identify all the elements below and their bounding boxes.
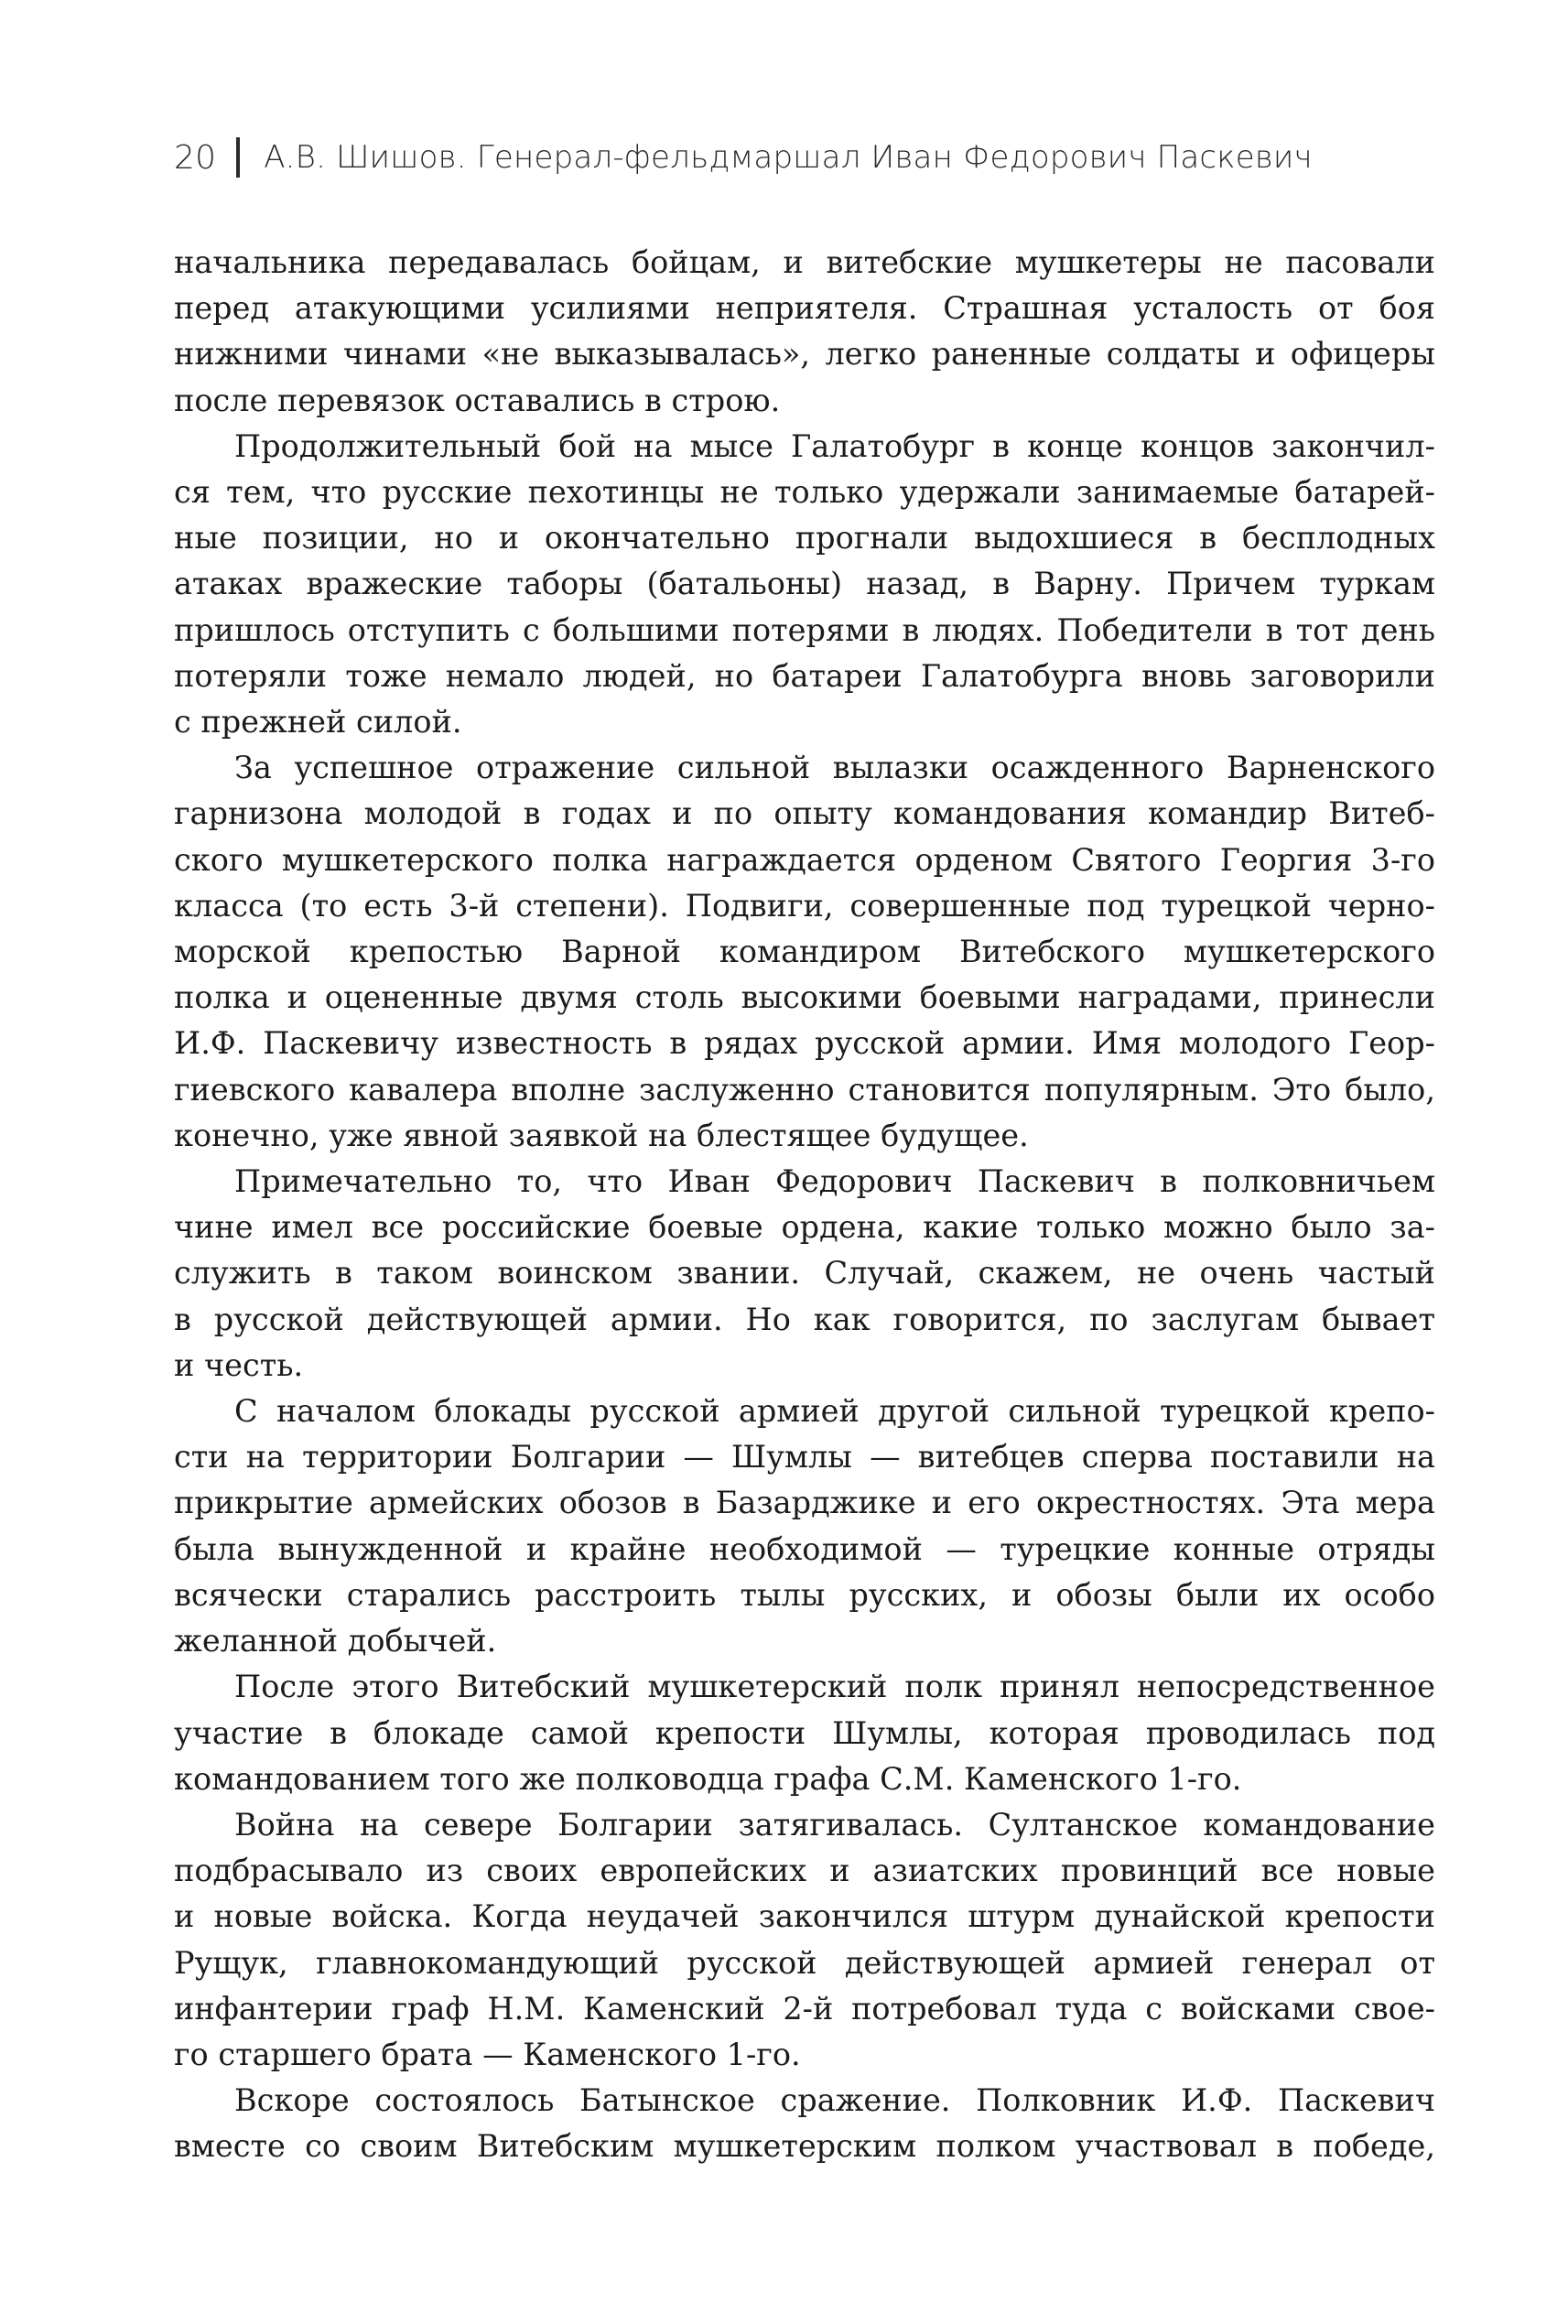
text-line: гарнизона молодой в годах и по опыту командования командир Витеб-	[174, 795, 1435, 832]
text-line: вместе со своим Витебским мушкетерским полком участвовал в победе,	[174, 2128, 1435, 2165]
text-line: ского мушкетерского полка награждается орденом Святого Георгия 3-го	[174, 841, 1435, 878]
paragraph	[174, 2078, 1435, 2169]
text-line: после перевязок оставались в строю.	[174, 382, 781, 418]
text-line: класса (то есть 3-й степени). Подвиги, совершенные под турецкой черно-	[174, 887, 1435, 924]
text-line: инфантерии граф Н.М. Каменский 2-й потребовал туда с войсками свое-	[174, 1990, 1435, 2027]
header-divider	[236, 137, 240, 178]
text-line: Примечательно то, что Иван Федорович Паскевич в полковничьем	[234, 1163, 1435, 1200]
text-line: нижними чинами «не выказывалась», легко раненные солдаты и офицеры	[174, 336, 1435, 373]
text-line: чине имел все российские боевые ордена, какие только можно было за-	[174, 1209, 1435, 1246]
page-number: 20	[174, 138, 217, 177]
text-line: морской крепостью Варной командиром Витебского мушкетерского	[174, 934, 1435, 970]
text-line: с прежней силой.	[174, 704, 462, 740]
text-line: Продолжительный бой на мысе Галатобург в конце концов закончил-	[234, 427, 1435, 464]
text-line: прикрытие армейских обозов в Базарджике и его окрестностях. Эта мера	[174, 1485, 1435, 1521]
text-line: начальника передавалась бойцам, и витебские мушкетеры не пасовали	[174, 244, 1435, 280]
text-line: И.Ф. Паскевичу известность в рядах русской армии. Имя молодого Геор-	[174, 1025, 1435, 1062]
paragraph	[174, 1664, 1435, 1802]
text-line: была вынужденной и крайне необходимой — турецкие конные отряды	[174, 1530, 1435, 1567]
paragraph	[174, 240, 1435, 424]
text-line: С началом блокады русской армией другой сильной турецкой крепо-	[234, 1393, 1435, 1430]
text-line: желанной добычей.	[174, 1623, 497, 1659]
text-line: в русской действующей армии. Но как говорится, по заслугам бывает	[174, 1301, 1435, 1337]
text-line: и честь.	[174, 1346, 304, 1383]
text-line: перед атакующими усилиями неприятеля. Страшная усталость от боя	[174, 290, 1435, 327]
text-line: конечно, уже явной заявкой на блестящее будущее.	[174, 1117, 1029, 1153]
paragraph	[174, 424, 1435, 745]
paragraph	[174, 1159, 1435, 1389]
text-line: подбрасывало из своих европейских и азиатских провинций все новые	[174, 1853, 1435, 1889]
text-line: потеряли тоже немало людей, но батареи Галатобурга вновь заговорили	[174, 657, 1435, 694]
text-line: и новые войска. Когда неудачей закончился штурм дунайской крепости	[174, 1898, 1435, 1935]
paragraph	[174, 1802, 1435, 2078]
text-line: Рущук, главнокомандующий русской действующей армией генерал от	[174, 1944, 1435, 1981]
text-line: атаках вражеские таборы (батальоны) назад, в Варну. Причем туркам	[174, 566, 1435, 602]
text-line: После этого Витебский мушкетерский полк принял непосредственное	[234, 1669, 1435, 1705]
text-line: служить в таком воинском звании. Случай, скажем, не очень частый	[174, 1255, 1435, 1292]
text-line: ные позиции, но и окончательно прогнали выдохшиеся в бесплодных	[174, 520, 1435, 557]
text-line: ся тем, что русские пехотинцы не только удержали занимаемые батарей-	[174, 474, 1435, 511]
text-line: Вскоре состоялось Батынское сражение. Полковник И.Ф. Паскевич	[234, 2082, 1435, 2119]
text-line: сти на территории Болгарии — Шумлы — витебцев сперва поставили на	[174, 1439, 1435, 1475]
paragraph	[174, 1389, 1435, 1664]
text-line: полка и оцененные двумя столь высокими боевыми наградами, принесли	[174, 979, 1435, 1016]
text-line: всячески старались расстроить тылы русских, и обозы были их особо	[174, 1576, 1435, 1613]
running-title: А.В. Шишов. Генерал-фельдмаршал Иван Федорович Паскевич	[264, 139, 1313, 176]
text-line: Война на севере Болгарии затягивалась. Султанское командование	[234, 1806, 1435, 1843]
text-line: За успешное отражение сильной вылазки осажденного Варненского	[234, 750, 1435, 786]
text-line: гиевского кавалера вполне заслуженно становится популярным. Это было,	[174, 1071, 1435, 1108]
body-text	[174, 240, 1435, 2170]
text-line: командованием того же полководца графа С.М. Каменского 1-го.	[174, 1760, 1242, 1797]
text-line: го старшего брата — Каменского 1-го.	[174, 2036, 801, 2072]
running-head	[174, 130, 1313, 185]
paragraph	[174, 745, 1435, 1159]
text-line: участие в блокаде самой крепости Шумлы, которая проводилась под	[174, 1714, 1435, 1751]
text-line: пришлось отступить с большими потерями в людях. Победители в тот день	[174, 611, 1435, 648]
